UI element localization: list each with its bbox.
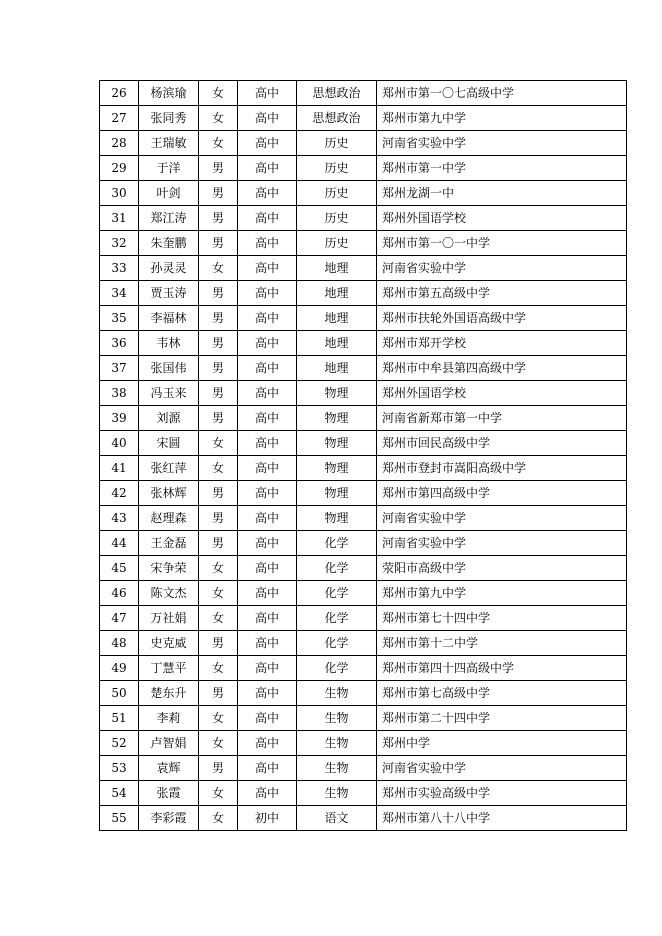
name-cell: 叶剑	[139, 181, 199, 206]
row-number-cell: 41	[100, 456, 139, 481]
gender-cell: 男	[199, 681, 238, 706]
subject-cell: 物理	[297, 456, 377, 481]
gender-cell: 男	[199, 756, 238, 781]
gender-cell: 男	[199, 356, 238, 381]
level-cell: 高中	[238, 531, 297, 556]
table-row	[100, 806, 627, 831]
gender-cell: 男	[199, 631, 238, 656]
subject-cell: 化学	[297, 556, 377, 581]
subject-cell: 化学	[297, 531, 377, 556]
row-number-cell: 48	[100, 631, 139, 656]
row-number-cell: 38	[100, 381, 139, 406]
row-number-cell: 55	[100, 806, 139, 831]
subject-cell: 物理	[297, 406, 377, 431]
name-cell: 朱奎鹏	[139, 231, 199, 256]
level-cell: 高中	[238, 556, 297, 581]
school-cell: 郑州市第一中学	[377, 156, 627, 181]
subject-cell: 化学	[297, 631, 377, 656]
row-number-cell: 34	[100, 281, 139, 306]
table-row	[100, 756, 627, 781]
table-row	[100, 381, 627, 406]
school-cell: 郑州市第九中学	[377, 581, 627, 606]
school-cell: 郑州市登封市嵩阳高级中学	[377, 456, 627, 481]
school-cell: 郑州市第十二中学	[377, 631, 627, 656]
row-number-cell: 52	[100, 731, 139, 756]
table-row	[100, 581, 627, 606]
level-cell: 高中	[238, 781, 297, 806]
row-number-cell: 45	[100, 556, 139, 581]
school-cell: 河南省实验中学	[377, 531, 627, 556]
level-cell: 高中	[238, 631, 297, 656]
level-cell: 高中	[238, 606, 297, 631]
table-row	[100, 606, 627, 631]
name-cell: 李彩霞	[139, 806, 199, 831]
school-cell: 郑州市第一〇七高级中学	[377, 81, 627, 106]
table-row	[100, 656, 627, 681]
level-cell: 高中	[238, 481, 297, 506]
school-cell: 郑州市第五高级中学	[377, 281, 627, 306]
row-number-cell: 46	[100, 581, 139, 606]
gender-cell: 女	[199, 731, 238, 756]
school-cell: 荥阳市高级中学	[377, 556, 627, 581]
table-row	[100, 781, 627, 806]
row-number-cell: 27	[100, 106, 139, 131]
level-cell: 高中	[238, 406, 297, 431]
subject-cell: 地理	[297, 256, 377, 281]
subject-cell: 化学	[297, 656, 377, 681]
table-row	[100, 356, 627, 381]
level-cell: 高中	[238, 731, 297, 756]
name-cell: 史克威	[139, 631, 199, 656]
level-cell: 高中	[238, 106, 297, 131]
table-row	[100, 731, 627, 756]
table-row	[100, 456, 627, 481]
level-cell: 高中	[238, 431, 297, 456]
gender-cell: 男	[199, 531, 238, 556]
table-row	[100, 306, 627, 331]
name-cell: 孙灵灵	[139, 256, 199, 281]
name-cell: 张林辉	[139, 481, 199, 506]
row-number-cell: 47	[100, 606, 139, 631]
school-cell: 郑州市郑开学校	[377, 331, 627, 356]
row-number-cell: 42	[100, 481, 139, 506]
level-cell: 高中	[238, 131, 297, 156]
school-cell: 河南省实验中学	[377, 756, 627, 781]
gender-cell: 男	[199, 181, 238, 206]
subject-cell: 历史	[297, 181, 377, 206]
subject-cell: 历史	[297, 206, 377, 231]
subject-cell: 地理	[297, 281, 377, 306]
gender-cell: 女	[199, 81, 238, 106]
school-cell: 郑州市第四高级中学	[377, 481, 627, 506]
subject-cell: 物理	[297, 481, 377, 506]
name-cell: 李福林	[139, 306, 199, 331]
level-cell: 高中	[238, 581, 297, 606]
name-cell: 张国伟	[139, 356, 199, 381]
table-row	[100, 631, 627, 656]
school-cell: 郑州市第九中学	[377, 106, 627, 131]
name-cell: 宋争荣	[139, 556, 199, 581]
gender-cell: 女	[199, 606, 238, 631]
row-number-cell: 40	[100, 431, 139, 456]
school-cell: 郑州外国语学校	[377, 206, 627, 231]
gender-cell: 女	[199, 456, 238, 481]
row-number-cell: 50	[100, 681, 139, 706]
name-cell: 楚东升	[139, 681, 199, 706]
table-row	[100, 231, 627, 256]
name-cell: 张同秀	[139, 106, 199, 131]
level-cell: 高中	[238, 706, 297, 731]
subject-cell: 地理	[297, 331, 377, 356]
table-row	[100, 431, 627, 456]
row-number-cell: 43	[100, 506, 139, 531]
roster-body	[100, 81, 627, 831]
table-row	[100, 556, 627, 581]
subject-cell: 生物	[297, 681, 377, 706]
gender-cell: 女	[199, 656, 238, 681]
gender-cell: 女	[199, 581, 238, 606]
row-number-cell: 53	[100, 756, 139, 781]
table-row	[100, 181, 627, 206]
gender-cell: 男	[199, 406, 238, 431]
table-row	[100, 106, 627, 131]
row-number-cell: 29	[100, 156, 139, 181]
subject-cell: 化学	[297, 606, 377, 631]
row-number-cell: 54	[100, 781, 139, 806]
gender-cell: 男	[199, 481, 238, 506]
name-cell: 张霞	[139, 781, 199, 806]
level-cell: 高中	[238, 231, 297, 256]
row-number-cell: 30	[100, 181, 139, 206]
gender-cell: 男	[199, 206, 238, 231]
row-number-cell: 31	[100, 206, 139, 231]
name-cell: 杨滨瑜	[139, 81, 199, 106]
table-row	[100, 331, 627, 356]
table-row	[100, 506, 627, 531]
table-row	[100, 156, 627, 181]
gender-cell: 女	[199, 781, 238, 806]
table-row	[100, 206, 627, 231]
name-cell: 陈文杰	[139, 581, 199, 606]
table-row	[100, 81, 627, 106]
school-cell: 郑州中学	[377, 731, 627, 756]
school-cell: 河南省实验中学	[377, 131, 627, 156]
subject-cell: 生物	[297, 756, 377, 781]
table-row	[100, 481, 627, 506]
table-row	[100, 531, 627, 556]
subject-cell: 思想政治	[297, 106, 377, 131]
name-cell: 韦林	[139, 331, 199, 356]
level-cell: 高中	[238, 356, 297, 381]
row-number-cell: 51	[100, 706, 139, 731]
subject-cell: 生物	[297, 781, 377, 806]
table-row	[100, 406, 627, 431]
level-cell: 初中	[238, 806, 297, 831]
row-number-cell: 35	[100, 306, 139, 331]
row-number-cell: 49	[100, 656, 139, 681]
school-cell: 郑州市扶轮外国语高级中学	[377, 306, 627, 331]
subject-cell: 思想政治	[297, 81, 377, 106]
school-cell: 郑州市第一〇一中学	[377, 231, 627, 256]
row-number-cell: 39	[100, 406, 139, 431]
school-cell: 郑州市第二十四中学	[377, 706, 627, 731]
school-cell: 郑州市中牟县第四高级中学	[377, 356, 627, 381]
school-cell: 郑州市回民高级中学	[377, 431, 627, 456]
subject-cell: 地理	[297, 306, 377, 331]
gender-cell: 男	[199, 306, 238, 331]
table-row	[100, 706, 627, 731]
school-cell: 郑州外国语学校	[377, 381, 627, 406]
school-cell: 郑州市第四十四高级中学	[377, 656, 627, 681]
name-cell: 王瑞敏	[139, 131, 199, 156]
table-row	[100, 681, 627, 706]
level-cell: 高中	[238, 681, 297, 706]
name-cell: 王金磊	[139, 531, 199, 556]
subject-cell: 历史	[297, 131, 377, 156]
subject-cell: 语文	[297, 806, 377, 831]
name-cell: 刘源	[139, 406, 199, 431]
level-cell: 高中	[238, 181, 297, 206]
gender-cell: 男	[199, 281, 238, 306]
school-cell: 河南省新郑市第一中学	[377, 406, 627, 431]
school-cell: 河南省实验中学	[377, 506, 627, 531]
gender-cell: 女	[199, 256, 238, 281]
gender-cell: 女	[199, 131, 238, 156]
level-cell: 高中	[238, 306, 297, 331]
subject-cell: 生物	[297, 731, 377, 756]
gender-cell: 女	[199, 806, 238, 831]
name-cell: 郑江涛	[139, 206, 199, 231]
subject-cell: 化学	[297, 581, 377, 606]
gender-cell: 男	[199, 331, 238, 356]
name-cell: 袁辉	[139, 756, 199, 781]
name-cell: 冯玉来	[139, 381, 199, 406]
row-number-cell: 33	[100, 256, 139, 281]
gender-cell: 男	[199, 506, 238, 531]
row-number-cell: 44	[100, 531, 139, 556]
subject-cell: 历史	[297, 231, 377, 256]
name-cell: 卢智娟	[139, 731, 199, 756]
gender-cell: 男	[199, 381, 238, 406]
subject-cell: 物理	[297, 506, 377, 531]
gender-cell: 女	[199, 106, 238, 131]
level-cell: 高中	[238, 281, 297, 306]
table-row	[100, 281, 627, 306]
level-cell: 高中	[238, 656, 297, 681]
school-cell: 郑州龙湖一中	[377, 181, 627, 206]
table-row	[100, 256, 627, 281]
school-cell: 郑州市第八十八中学	[377, 806, 627, 831]
name-cell: 张红萍	[139, 456, 199, 481]
level-cell: 高中	[238, 256, 297, 281]
level-cell: 高中	[238, 756, 297, 781]
school-cell: 河南省实验中学	[377, 256, 627, 281]
subject-cell: 地理	[297, 356, 377, 381]
row-number-cell: 36	[100, 331, 139, 356]
name-cell: 赵理森	[139, 506, 199, 531]
name-cell: 贾玉涛	[139, 281, 199, 306]
school-cell: 郑州市第七高级中学	[377, 681, 627, 706]
name-cell: 李莉	[139, 706, 199, 731]
level-cell: 高中	[238, 156, 297, 181]
row-number-cell: 28	[100, 131, 139, 156]
row-number-cell: 32	[100, 231, 139, 256]
level-cell: 高中	[238, 381, 297, 406]
subject-cell: 物理	[297, 431, 377, 456]
row-number-cell: 37	[100, 356, 139, 381]
level-cell: 高中	[238, 81, 297, 106]
name-cell: 丁慧平	[139, 656, 199, 681]
name-cell: 宋圆	[139, 431, 199, 456]
name-cell: 于洋	[139, 156, 199, 181]
gender-cell: 女	[199, 556, 238, 581]
roster-table	[99, 80, 627, 831]
subject-cell: 生物	[297, 706, 377, 731]
school-cell: 郑州市第七十四中学	[377, 606, 627, 631]
table-row	[100, 131, 627, 156]
gender-cell: 男	[199, 156, 238, 181]
name-cell: 万社娟	[139, 606, 199, 631]
gender-cell: 女	[199, 431, 238, 456]
gender-cell: 女	[199, 706, 238, 731]
level-cell: 高中	[238, 331, 297, 356]
level-cell: 高中	[238, 506, 297, 531]
level-cell: 高中	[238, 206, 297, 231]
gender-cell: 男	[199, 231, 238, 256]
school-cell: 郑州市实验高级中学	[377, 781, 627, 806]
subject-cell: 物理	[297, 381, 377, 406]
subject-cell: 历史	[297, 156, 377, 181]
row-number-cell: 26	[100, 81, 139, 106]
level-cell: 高中	[238, 456, 297, 481]
